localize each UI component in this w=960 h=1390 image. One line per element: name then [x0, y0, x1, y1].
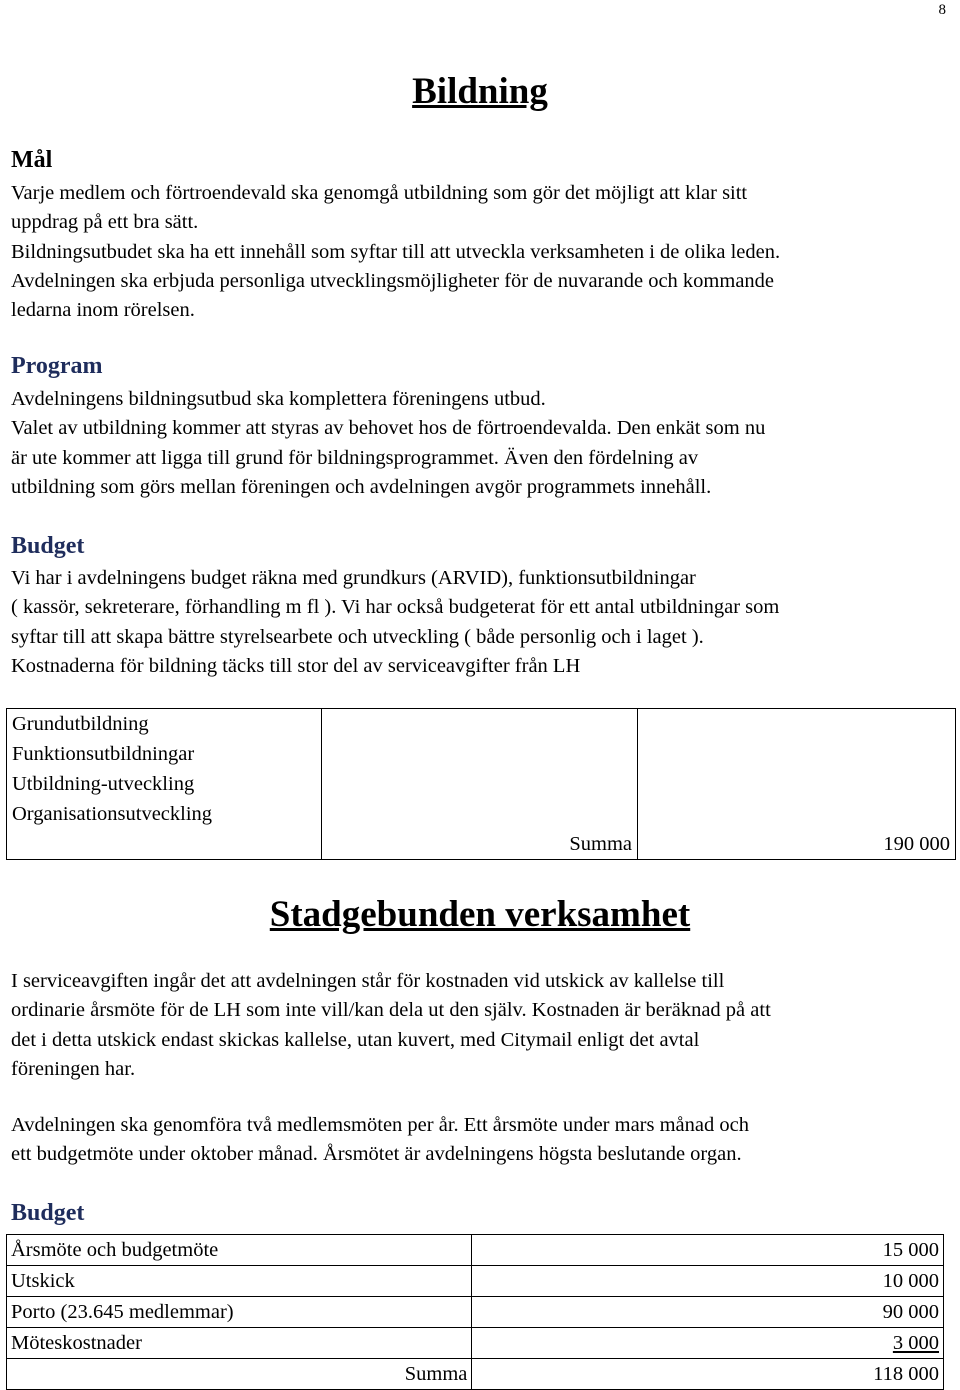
table-row: [7, 799, 956, 829]
table-cell: [322, 709, 638, 740]
table-cell: [638, 799, 956, 829]
program-line: Valet av utbildning kommer att styras av behovet hos de förtroendevalda. Den enkät som nu: [11, 417, 766, 440]
para-line: föreningen har.: [11, 1057, 136, 1080]
heading-budget: Budget: [11, 533, 85, 559]
mal-line: ledarna inom rörelsen.: [11, 299, 195, 322]
stadgebunden-para-1: [11, 967, 956, 1084]
row-label: Årsmöte och budgetmöte: [7, 1235, 472, 1266]
row-value-underlined: 3 000: [892, 1332, 939, 1354]
table-cell: Organisationsutveckling: [7, 799, 322, 829]
table-row: [7, 739, 956, 769]
budget-line: Vi har i avdelningens budget räkna med grundkurs (ARVID), funktionsutbildningar: [11, 567, 696, 589]
table-cell: [322, 799, 638, 829]
row-value: 15 000: [472, 1235, 944, 1266]
heading-budget-2: Budget: [11, 1200, 85, 1226]
mal-line: uppdrag på ett bra sätt.: [11, 211, 199, 234]
row-label: Porto (23.645 medlemmar): [7, 1297, 472, 1328]
stadgebunden-para-2: [11, 1111, 956, 1170]
sum-label: Summa: [7, 1359, 472, 1390]
para-line: I serviceavgiften ingår det att avdelningen står för kostnaden vid utskick av kallelse till: [11, 970, 725, 992]
mal-text: [11, 179, 956, 325]
sum-label: Summa: [322, 829, 638, 860]
budget-line: syftar till att skapa bättre styrelsearbete och utveckling ( både personlig och i laget ).: [11, 625, 704, 648]
table-cell: Funktionsutbildningar: [7, 739, 322, 769]
program-line: utbildning som görs mellan föreningen och avdelningen avgör programmets innehåll.: [11, 475, 712, 498]
table-row: [7, 1235, 944, 1266]
table-cell: Grundutbildning: [7, 709, 322, 740]
program-line: Avdelningens bildningsutbud ska komplettera föreningens utbud.: [11, 388, 546, 410]
table-row: [7, 709, 956, 740]
row-value: 90 000: [472, 1297, 944, 1328]
mal-line: Bildningsutbudet ska ha ett innehåll som syftar till att utveckla verksamheten i de olika leden.: [11, 240, 781, 263]
row-label: Utskick: [7, 1266, 472, 1297]
section-title-stadgebunden: Stadgebunden verksamhet: [269, 894, 691, 935]
para-line: ordinarie årsmöte för de LH som inte vill/kan dela ut den själv. Kostnaden är beräknad på att: [11, 999, 771, 1022]
table-sum-row: [7, 829, 956, 860]
heading-mal: Mål: [11, 147, 53, 173]
mal-line: Varje medlem och förtroendevald ska genomgå utbildning som gör det möjligt att klar sitt: [11, 182, 748, 204]
program-text: [11, 385, 956, 502]
row-label: Möteskostnader: [7, 1328, 472, 1359]
sum-value: 190 000: [638, 829, 956, 860]
section-title-bildning: Bildning: [412, 71, 548, 112]
table-row: [7, 1328, 944, 1359]
budget-text: [11, 564, 956, 681]
table-cell: [638, 769, 956, 799]
table-cell: [638, 709, 956, 740]
table-cell: Utbildning-utveckling: [7, 769, 322, 799]
table-row: [7, 1266, 944, 1297]
table-row: [7, 1297, 944, 1328]
table-cell: [322, 739, 638, 769]
table-sum-row: [7, 1359, 944, 1390]
table-cell: [7, 829, 322, 860]
para-line: det i detta utskick endast skickas kallelse, utan kuvert, med Citymail enligt det avtal: [11, 1028, 700, 1051]
mal-line: Avdelningen ska erbjuda personliga utvecklingsmöjligheter för de nuvarande och kommande: [11, 269, 775, 292]
budget-line: Kostnaderna för bildning täcks till stor del av serviceavgifter från LH: [11, 654, 581, 677]
heading-program: Program: [11, 353, 103, 379]
table-cell: [638, 739, 956, 769]
bildning-budget-table: [6, 708, 956, 860]
stadgebunden-budget-table: [6, 1234, 944, 1390]
table-cell: [322, 769, 638, 799]
row-value: 10 000: [472, 1266, 944, 1297]
page-number: 8: [938, 2, 946, 18]
table-row: [7, 769, 956, 799]
row-value: [472, 1328, 944, 1359]
para-line: Avdelningen ska genomföra två medlemsmöten per år. Ett årsmöte under mars månad och: [11, 1114, 749, 1136]
program-line: är ute kommer att ligga till grund för bildningsprogrammet. Även den fördelning av: [11, 446, 699, 469]
sum-value: 118 000: [472, 1359, 944, 1390]
para-line: ett budgetmöte under oktober månad. Årsmötet är avdelningens högsta beslutande organ.: [11, 1143, 742, 1166]
budget-line: ( kassör, sekreterare, förhandling m fl ). Vi har också budgeterat för ett antal utbildningar som: [11, 596, 780, 619]
